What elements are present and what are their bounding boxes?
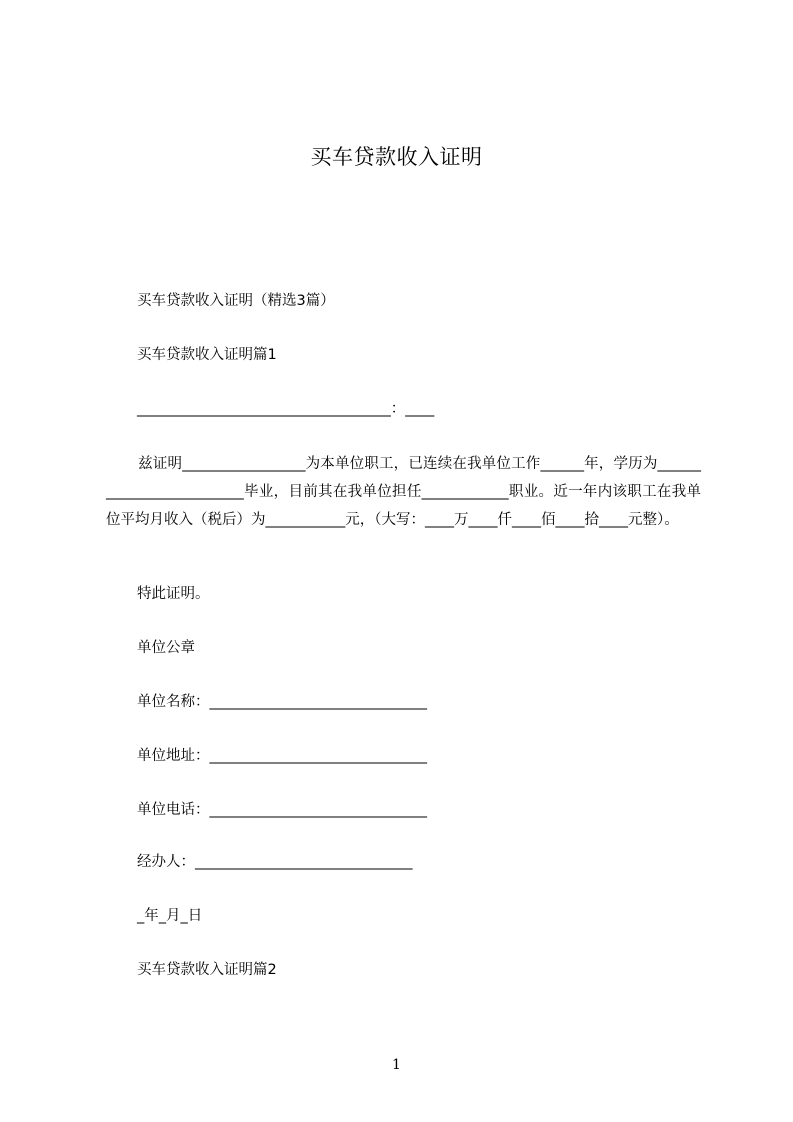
document-subtitle: 买车贷款收入证明（精选3篇） [137,293,335,309]
unit-phone-field: 单位电话：______________________________ [137,802,427,818]
certification-text: 兹证明_________________为本单位职工，已连续在我单位工作______年，学历为_________________________毕业，目前其在我单位担任____________职业。近一年内该职工在我单位平均月收入（税后）为___________元，（大写：____万____仟____佰____拾____元整）。 [106,456,701,528]
handler-field: 经办人：______________________________ [137,854,413,870]
document-title: 买车贷款收入证明 [310,145,483,169]
unit-address-field: 单位地址：______________________________ [137,748,427,764]
unit-name-field: 单位名称：______________________________ [137,694,427,710]
page-number: 1 [392,1057,401,1073]
unit-seal-label: 单位公章 [137,640,195,656]
closing-statement: 特此证明。 [137,586,210,602]
certification-paragraph [106,450,701,534]
date-field: _年_月_日 [137,908,203,924]
section-heading-2: 买车贷款收入证明篇2 [137,962,277,978]
salutation-line: ___________________________________：____ [137,401,435,417]
section-heading-1: 买车贷款收入证明篇1 [137,347,277,363]
